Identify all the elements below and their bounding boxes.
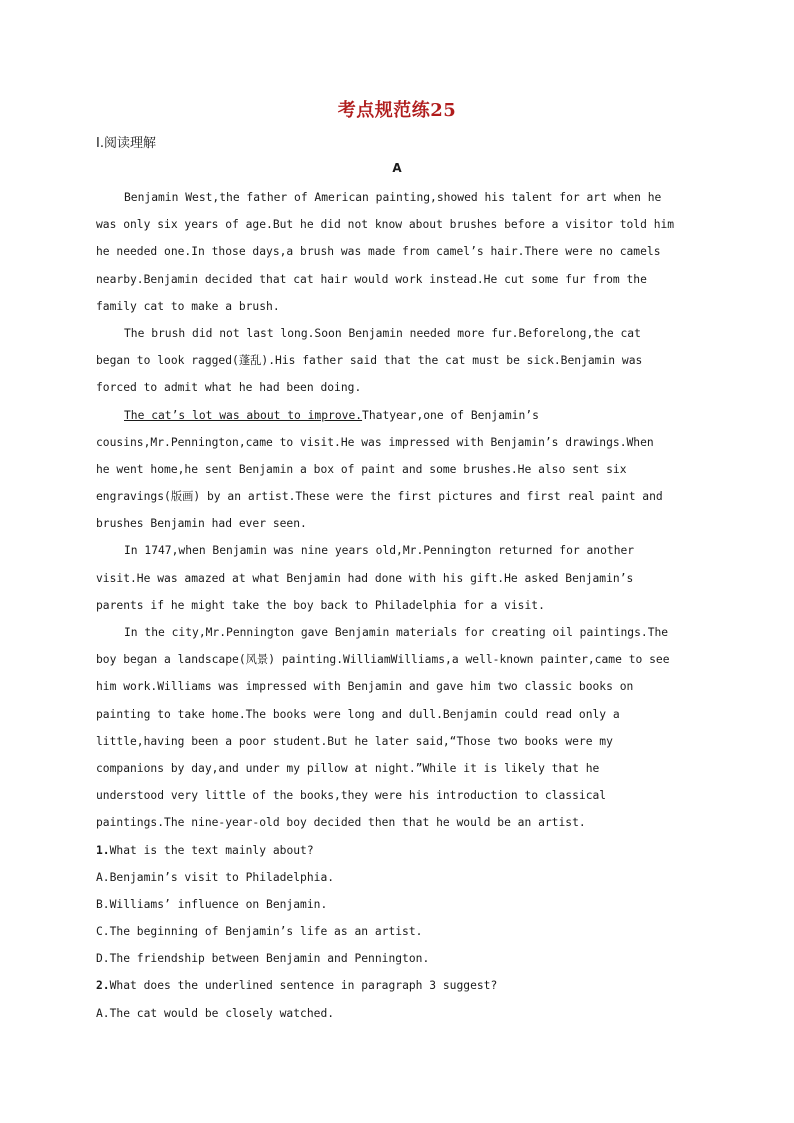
answer-option: A.Benjamin’s visit to Philadelphia. <box>96 870 335 884</box>
text-line: brushes Benjamin had ever seen. <box>96 517 307 531</box>
text-line: forced to admit what he had been doing. <box>96 381 362 395</box>
text-line: Benjamin West,the father of American painting,showed his talent for art when he <box>124 191 662 204</box>
answer-option: A.The cat would be closely watched. <box>96 1006 335 1020</box>
text-line: nearby.Benjamin decided that cat hair would work instead.He cut some fur from the <box>96 272 647 286</box>
text-line: family cat to make a brush. <box>96 299 280 313</box>
answer-option: C.The beginning of Benjamin’s life as an artist. <box>96 925 423 939</box>
text-line: The brush did not last long.Soon Benjamin needed more fur.Beforelong,the cat <box>124 326 641 340</box>
section-heading: Ⅰ.阅读理解 <box>96 136 156 151</box>
text-line: boy began a landscape(风景) painting.WilliamWilliams,a well-known painter,came to see <box>96 653 670 667</box>
text-line: parents if he might take the boy back to Philadelphia for a visit. <box>96 598 545 612</box>
question-stem <box>96 837 696 864</box>
text-line <box>96 402 696 429</box>
question-text: What is the text mainly about? <box>109 843 314 857</box>
text-line: understood very little of the books,they were his introduction to classical <box>96 789 607 803</box>
text-line: In 1747,when Benjamin was nine years old,Mr.Pennington returned for another <box>124 544 635 558</box>
text-line: him work.Williams was impressed with Benjamin and gave him two classic books on <box>96 680 634 694</box>
text-line: painting to take home.The books were long and dull.Benjamin could read only a <box>96 707 620 721</box>
page-title: 考点规范练25 <box>337 100 457 121</box>
text-line: In the city,Mr.Pennington gave Benjamin materials for creating oil paintings.The <box>124 626 669 639</box>
underlined-sentence: The cat’s lot was about to improve. <box>124 408 363 422</box>
text-line: engravings(版画) by an artist.These were the first pictures and first real paint and <box>96 490 663 504</box>
text-line: visit.He was amazed at what Benjamin had done with his gift.He asked Benjamin’s <box>96 571 634 585</box>
text-line: was only six years of age.But he did not know about brushes before a visitor told him <box>96 218 675 232</box>
passage-label: A <box>392 161 402 175</box>
text-line: he needed one.In those days,a brush was made from camel’s hair.There were no camels <box>96 245 661 259</box>
text-line: paintings.The nine-year-old boy decided then that he would be an artist. <box>96 816 586 830</box>
text-line: little,having been a poor student.But he later said,“Those two books were my <box>96 734 613 748</box>
question-stem <box>96 972 696 999</box>
question-number: 1. <box>96 843 110 857</box>
passage-body <box>96 184 696 1027</box>
text-fragment: Thatyear,one of Benjamin’s <box>362 408 539 422</box>
text-line: he went home,he sent Benjamin a box of paint and some brushes.He also sent six <box>96 462 627 476</box>
text-line: cousins,Mr.Pennington,came to visit.He was impressed with Benjamin’s drawings.When <box>96 435 654 449</box>
text-line: companions by day,and under my pillow at night.”While it is likely that he <box>96 761 600 775</box>
answer-option: D.The friendship between Benjamin and Pennington. <box>96 952 430 966</box>
text-line: began to look ragged(蓬乱).His father said that the cat must be sick.Benjamin was <box>96 354 643 368</box>
question-text: What does the underlined sentence in paragraph 3 suggest? <box>109 979 498 993</box>
question-number: 2. <box>96 979 110 993</box>
answer-option: B.Williams’ influence on Benjamin. <box>96 897 328 911</box>
